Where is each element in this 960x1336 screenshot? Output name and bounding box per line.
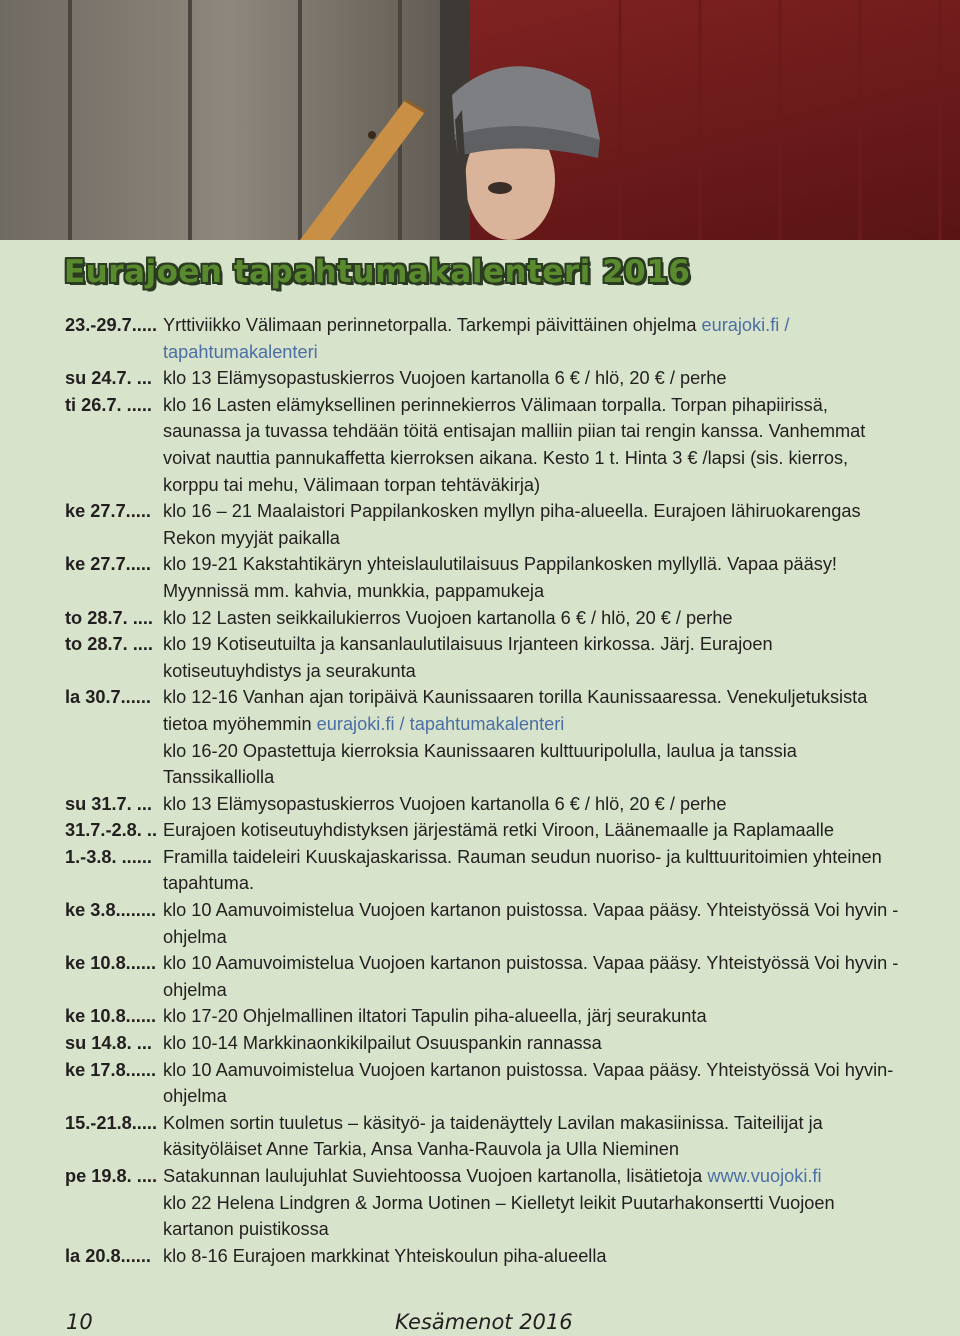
event-date: pe 19.8. .... (65, 1166, 157, 1186)
page-title: Eurajoen tapahtumakalenteri 2016 (64, 254, 691, 290)
event-date: ke 10.8...... (65, 953, 156, 974)
event-date: to 28.7. .... (65, 607, 153, 628)
event-description: Satakunnan laulujuhlat Suviehtoossa Vuojoen kartanolla, lisätietoja (163, 1166, 708, 1186)
event-date: ke 17.8...... (65, 1059, 156, 1080)
event-row (65, 1163, 905, 1190)
event-description: klo 16 – 21 Maalaistori Pappilankosken myllyn piha-alueella. Eurajoen lähiruokarengas Rekon myyjät paikalla (163, 501, 861, 548)
event-description: klo 13 Elämysopastuskierros Vuojoen kartanolla 6 € / hlö, 20 € / perhe (163, 368, 727, 389)
event-row (65, 551, 905, 604)
event-text (163, 1243, 905, 1270)
event-text (163, 738, 905, 791)
photo-illustration (0, 0, 960, 240)
event-date: to 28.7. .... (65, 634, 153, 655)
event-text (163, 605, 905, 632)
event-description: klo 12-16 Vanhan ajan toripäivä Kaunissaaren torilla Kaunissaaressa. Venekuljetuksista tietoa myöhemmin (163, 687, 868, 734)
event-row (65, 1057, 905, 1110)
event-description: klo 12 Lasten seikkailukierros Vuojoen kartanolla 6 € / hlö, 20 € / perhe (163, 607, 733, 628)
event-text (163, 631, 905, 684)
event-row (65, 605, 905, 632)
event-description: klo 16 Lasten elämyksellinen perinnekierros Välimaan torpalla. Torpan pihapiirissä, saunassa ja tuvassa tehdään töitä entisajan malliin piian tai rengin kanssa. Vanhemmat voivat nauttia pannukaffetta kierroksen aikana. Kesto 1 t. Hinta 3 € /lapsi (sis. kierros, korppu tai mehu, Välimaan torpan tehtäväkirja) (163, 394, 866, 495)
event-description: klo 19-21 Kakstahtikäryn yhteislaulutilaisuus Pappilankosken myllyllä. Vapaa pääsy! Myynnissä mm. kahvia, munkkia, pappamukeja (163, 554, 837, 601)
event-row (65, 631, 905, 684)
event-text (163, 844, 905, 897)
event-date: ti 26.7. ..... (65, 394, 152, 415)
event-text (163, 791, 905, 818)
event-description: Eurajoen kotiseutuyhdistyksen järjestämä retki Viroon, Läänemaalle ja Raplamaalle (163, 820, 834, 841)
event-row (65, 844, 905, 897)
event-row (65, 498, 905, 551)
event-text (163, 1057, 905, 1110)
event-row (65, 950, 905, 1003)
event-description: klo 22 Helena Lindgren & Jorma Uotinen – Kielletyt leikit Puutarhakonsertti Vuojoen kartanon puistikossa (163, 1192, 835, 1240)
event-text (163, 392, 905, 498)
event-description: klo 13 Elämysopastuskierros Vuojoen kartanolla 6 € / hlö, 20 € / perhe (163, 793, 727, 814)
event-date: su 24.7. ... (65, 368, 152, 389)
event-date: ke 27.7..... (65, 501, 151, 522)
event-text (163, 312, 905, 365)
event-date: 23.-29.7..... (65, 315, 158, 335)
event-row (65, 312, 905, 365)
event-description: klo 8-16 Eurajoen markkinat Yhteiskoulun piha-alueella (163, 1245, 607, 1266)
event-date: la 20.8...... (65, 1245, 151, 1266)
event-text (163, 1110, 905, 1163)
event-description: Kolmen sortin tuuletus – käsityö- ja taidenäyttely Lavilan makasiinissa. Taiteilijat ja käsityöläiset Anne Tarkia, Ansa Vanha-Rauvola ja Ulla Nieminen (163, 1112, 823, 1160)
event-list (65, 312, 905, 1269)
event-row (65, 1110, 905, 1163)
event-date: su 31.7. ... (65, 793, 152, 814)
event-row (65, 897, 905, 950)
event-text (163, 1030, 905, 1057)
event-description: klo 10 Aamuvoimistelua Vuojoen kartanon puistossa. Vapaa pääsy. Yhteistyössä Voi hyvin-ohjelma (163, 1059, 894, 1107)
event-description: Framilla taideleiri Kuuskajaskarissa. Rauman seudun nuoriso- ja kulttuuritoimien yhteinen tapahtuma. (163, 846, 882, 894)
event-row (65, 791, 905, 818)
event-text (163, 1003, 905, 1030)
event-date (65, 738, 163, 791)
event-text (163, 365, 905, 392)
event-row (65, 365, 905, 392)
event-row (65, 1030, 905, 1057)
event-text (163, 551, 905, 604)
event-date: 31.7.-2.8. .. (65, 820, 158, 841)
event-text (163, 1190, 905, 1243)
header-photo (0, 0, 960, 240)
event-date: su 14.8. ... (65, 1033, 152, 1054)
event-text (163, 950, 905, 1003)
page-number: 10 (66, 1310, 93, 1334)
event-row (65, 738, 905, 791)
event-description: klo 19 Kotiseutuilta ja kansanlaulutilaisuus Irjanteen kirkossa. Järj. Eurajoen kotiseutuyhdistys ja seurakunta (163, 634, 773, 681)
event-text (163, 684, 905, 737)
event-row (65, 392, 905, 498)
event-row (65, 1243, 905, 1270)
event-description: klo 10-14 Markkinaonkikilpailut Osuuspankin rannassa (163, 1033, 602, 1054)
event-date: ke 10.8...... (65, 1006, 156, 1027)
event-description: klo 17-20 Ohjelmallinen iltatori Tapulin piha-alueella, järj seurakunta (163, 1006, 707, 1027)
event-text (163, 817, 905, 844)
event-row (65, 1190, 905, 1243)
event-text (163, 897, 905, 950)
event-date: la 30.7...... (65, 687, 151, 708)
event-text (163, 498, 905, 551)
event-row (65, 817, 905, 844)
event-description: Yrttiviikko Välimaan perinnetorpalla. Tarkempi päivittäinen ohjelma (163, 315, 702, 335)
event-date: 15.-21.8..... (65, 1112, 158, 1133)
event-row (65, 684, 905, 737)
event-date: ke 27.7..... (65, 554, 151, 575)
event-link[interactable]: www.vuojoki.fi (707, 1166, 822, 1186)
event-description: klo 10 Aamuvoimistelua Vuojoen kartanon puistossa. Vapaa pääsy. Yhteistyössä Voi hyvin -ohjelma (163, 953, 899, 1000)
event-date (65, 1190, 163, 1243)
event-date: ke 3.8........ (65, 900, 156, 921)
event-link[interactable]: eurajoki.fi / tapahtumakalenteri (316, 713, 565, 734)
event-text (163, 1163, 905, 1190)
event-date: 1.-3.8. ...... (65, 846, 152, 867)
event-description: klo 10 Aamuvoimistelua Vuojoen kartanon puistossa. Vapaa pääsy. Yhteistyössä Voi hyvin -ohjelma (163, 900, 899, 947)
event-description: klo 16-20 Opastettuja kierroksia Kaunissaaren kulttuuripolulla, laulua ja tanssia Tanssikalliolla (163, 740, 797, 788)
publication-title: Kesämenot 2016 (395, 1310, 573, 1334)
event-link[interactable]: eurajoki.fi / tapahtumakalenteri (163, 315, 790, 362)
event-row (65, 1003, 905, 1030)
